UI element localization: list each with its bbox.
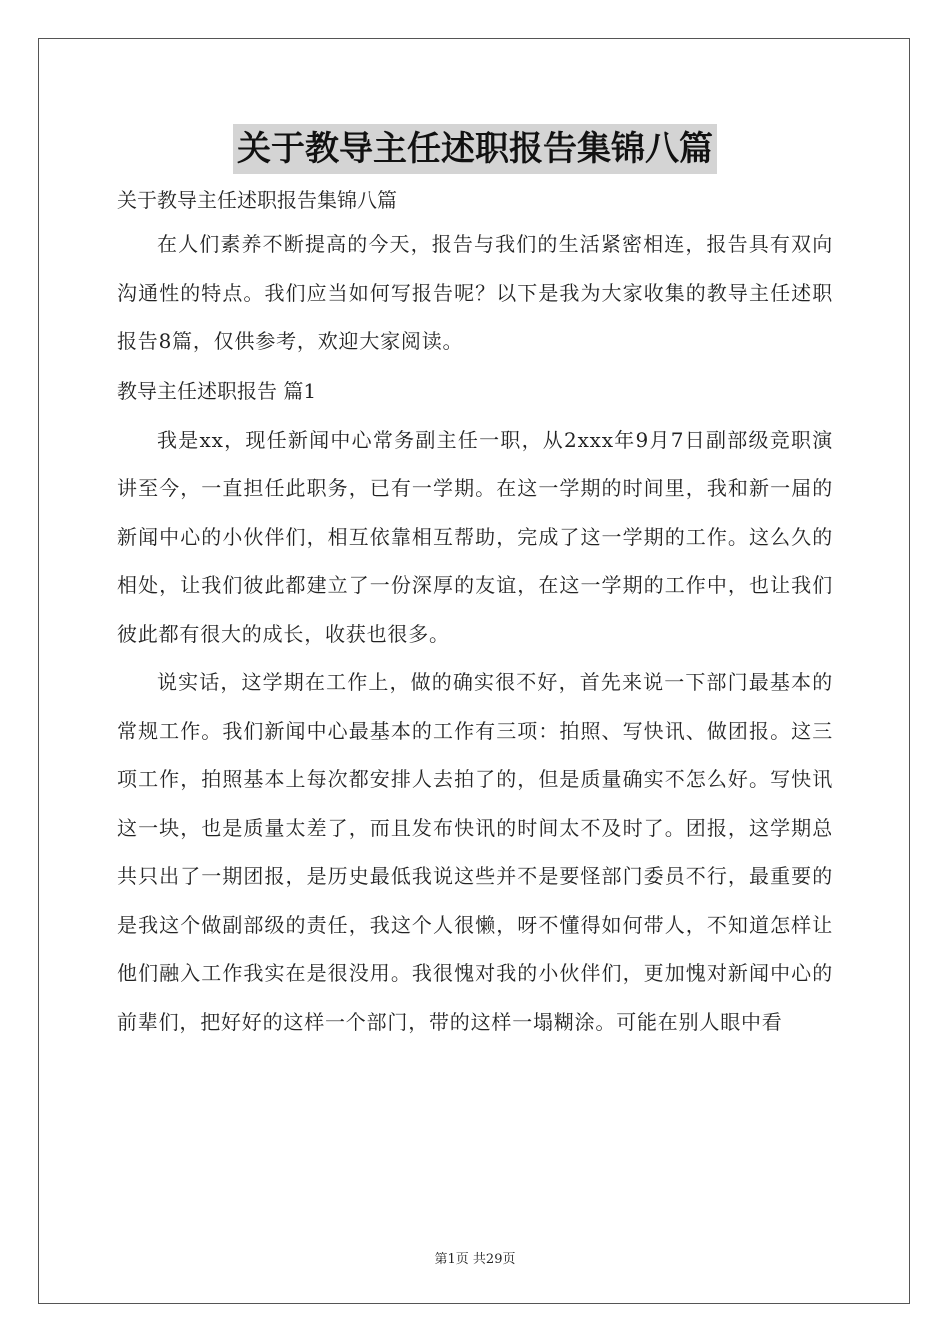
body-paragraph-1: 我是xx，现任新闻中心常务副主任一职，从2xxx年9月7日副部级竞职演讲至今，一直担任此职务，已有一学期。在这一学期的时间里，我和新一届的新闻中心的小伙伴们，相互依靠相互帮助，完成了这一学期的工作。这么久的相处，让我们彼此都建立了一份深厚的友谊，在这一学期的工作中，也让我们彼此都有很大的成长，收获也很多。 (117, 427, 833, 646)
section-heading: 教导主任述职报告 篇1 (117, 378, 317, 403)
page-footer: 第1页 共29页 (434, 1252, 516, 1267)
document-title: 关于教导主任述职报告集锦八篇 (233, 124, 717, 174)
body-paragraph-2: 说实话，这学期在工作上，做的确实很不好，首先来说一下部门最基本的常规工作。我们新闻中心最基本的工作有三项：拍照、写快讯、做团报。这三项工作，拍照基本上每次都安排人去拍了的，但是质量确实不怎么好。写快讯这一块，也是质量太差了，而且发布快讯的时间太不及时了。团报，这学期总共只出了一期团报，是历史最低我说这些并不是要怪部门委员不行，最重要的是我这个做副部级的责任，我这个人很懒，呀不懂得如何带人，不知道怎样让他们融入工作我实在是很没用。我很愧对我的小伙伴们，更加愧对新闻中心的前辈们，把好好的这样一个部门，带的这样一塌糊涂。可能在别人眼中看 (117, 670, 833, 1034)
document-body (117, 180, 833, 1046)
intro-paragraph: 在人们素养不断提高的今天，报告与我们的生活紧密相连，报告具有双向沟通性的特点。我们应当如何写报告呢？以下是我为大家收集的教导主任述职报告8篇，仅供参考，欢迎大家阅读。 (117, 232, 833, 353)
subtitle: 关于教导主任述职报告集锦八篇 (117, 188, 397, 212)
title-container (0, 124, 950, 174)
